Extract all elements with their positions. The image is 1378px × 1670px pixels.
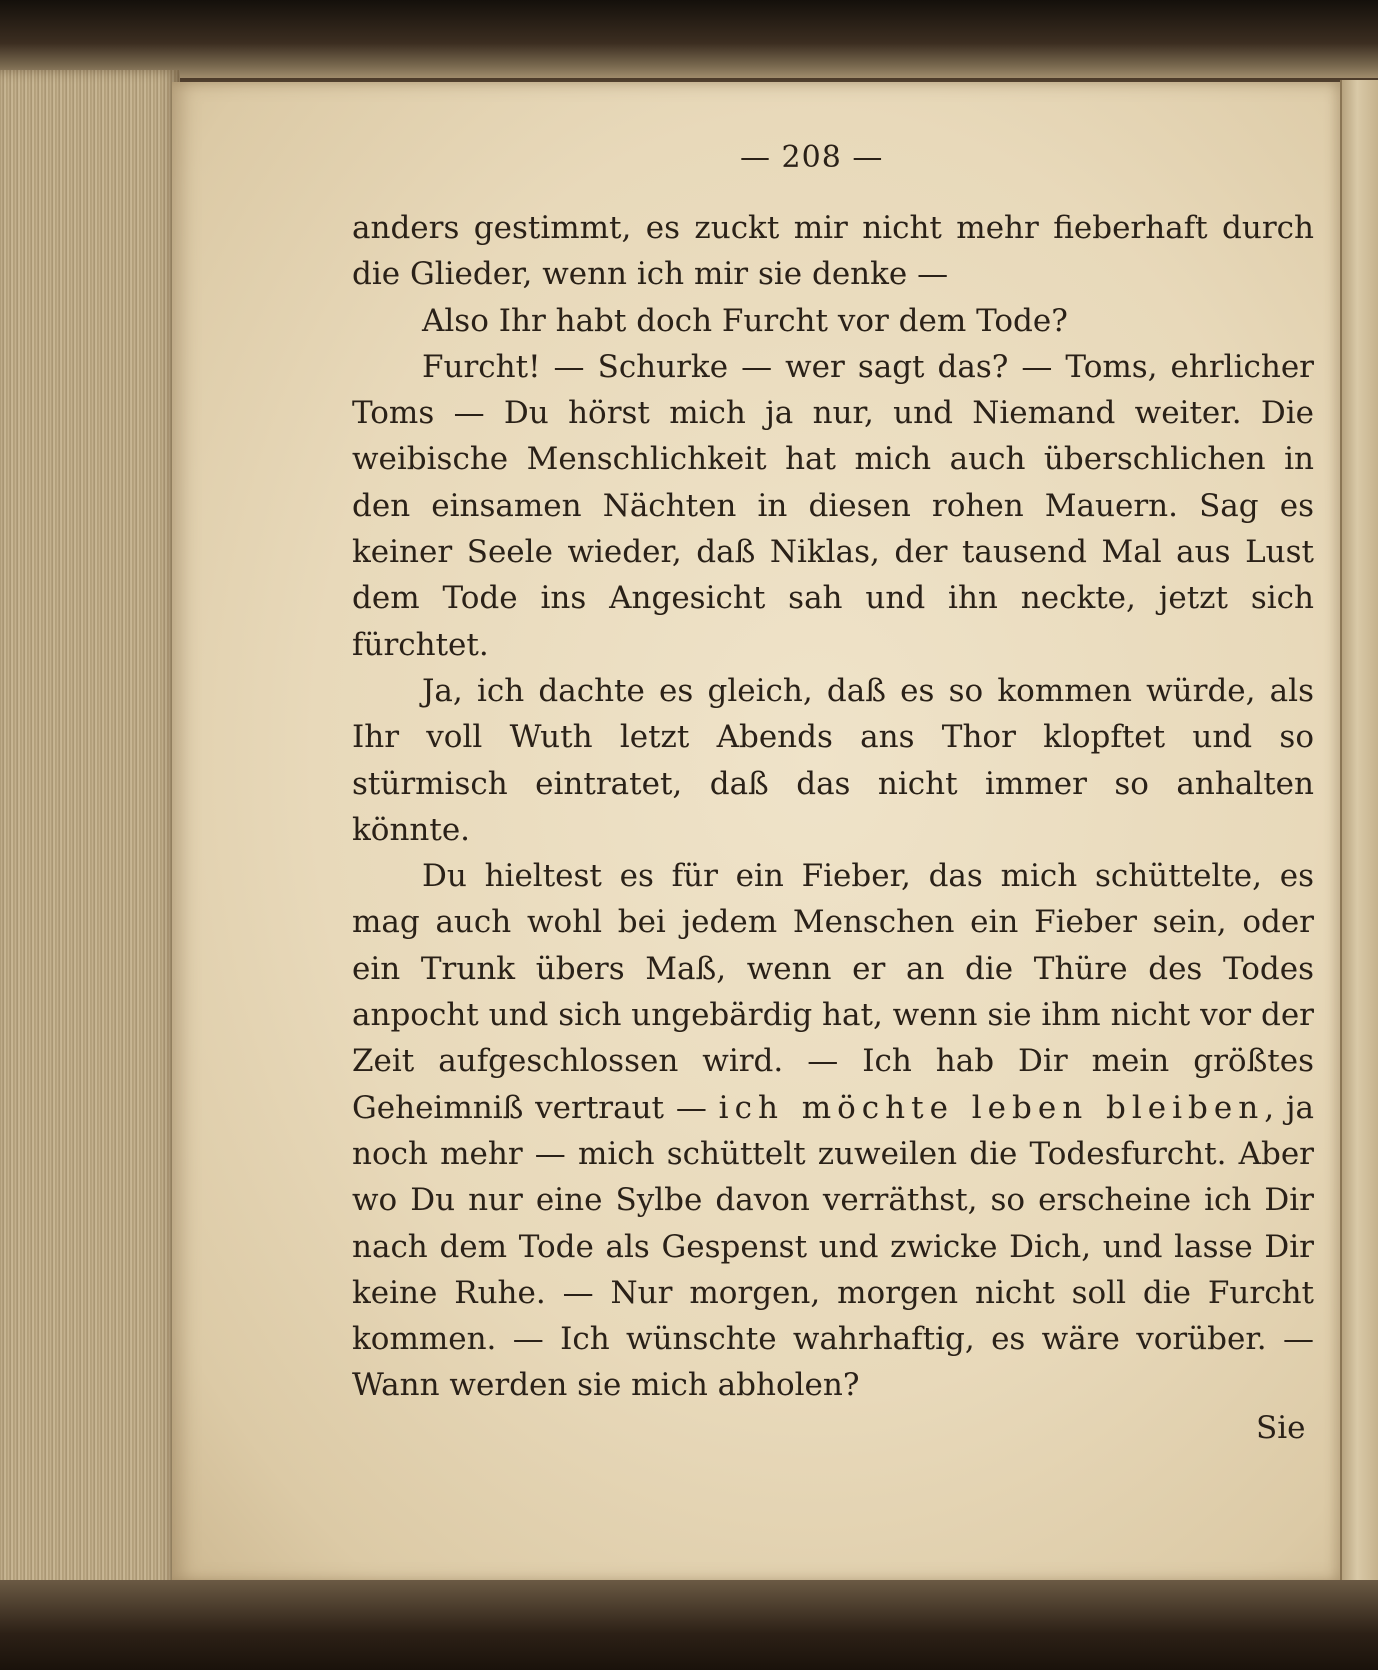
- page-text: [352, 205, 1314, 1409]
- paragraph-4: Ja, ich dachte es gleich, daß es so kommen würde, als Ihr voll Wuth letzt Abends ans Thor klopftet und so stürmisch eintratet, daß das nicht immer so anhalten könnte.: [352, 672, 1314, 848]
- catchword: Sie: [1256, 1410, 1306, 1446]
- spaced-emphasis: ich möchte leben bleiben: [718, 1089, 1265, 1126]
- bottom-shadow: [0, 1580, 1378, 1670]
- page-edges: [0, 70, 180, 1610]
- paragraph-3: Furcht! — Schurke — wer sagt das? — Toms, ehrlicher Toms — Du hörst mich ja nur, und Niemand weiter. Die weibische Menschlichkeit hat mich auch überschlichen in den einsamen Nächten in diesen rohen Mauern. Sag es keiner Seele wieder, daß Niklas, der tausend Mal aus Lust dem Tode ins Angesicht sah und ihn neckte, jetzt sich fürchtet.: [352, 348, 1314, 663]
- paragraph-5: [352, 853, 1314, 1409]
- paragraph-5-after: , ja noch mehr — mich schüttelt zuweilen die Todesfurcht. Aber wo Du nur eine Sylbe davon verräthst, so erscheine ich Dir nach dem Tode als Gespenst und zwicke Dich, und lasse Dir keine Ruhe. — Nur morgen, morgen nicht soll die Furcht kommen. — Ich wünschte wahrhaftig, es wäre vorüber. — Wann werden sie mich abholen?: [352, 1089, 1314, 1404]
- page-number: — 208 —: [740, 140, 884, 175]
- book-binding: [0, 0, 1378, 78]
- paragraph-1: anders gestimmt, es zuckt mir nicht mehr fieberhaft durch die Glieder, wenn ich mir sie denke —: [352, 210, 1314, 293]
- paragraph-5-before: Du hieltest es für ein Fieber, das mich schüttelte, es mag auch wohl bei jedem Menschen ein Fieber sein, oder ein Trunk übers Maß, wenn er an die Thüre des Todes anpocht und sich ungebärdig hat, wenn sie ihm nicht vor der Zeit aufgeschlossen wird. — Ich hab Dir mein größtes Geheimniß vertraut —: [352, 858, 1314, 1126]
- next-page-edge: [1340, 80, 1378, 1600]
- paragraph-2: Also Ihr habt doch Furcht vor dem Tode?: [422, 302, 1068, 339]
